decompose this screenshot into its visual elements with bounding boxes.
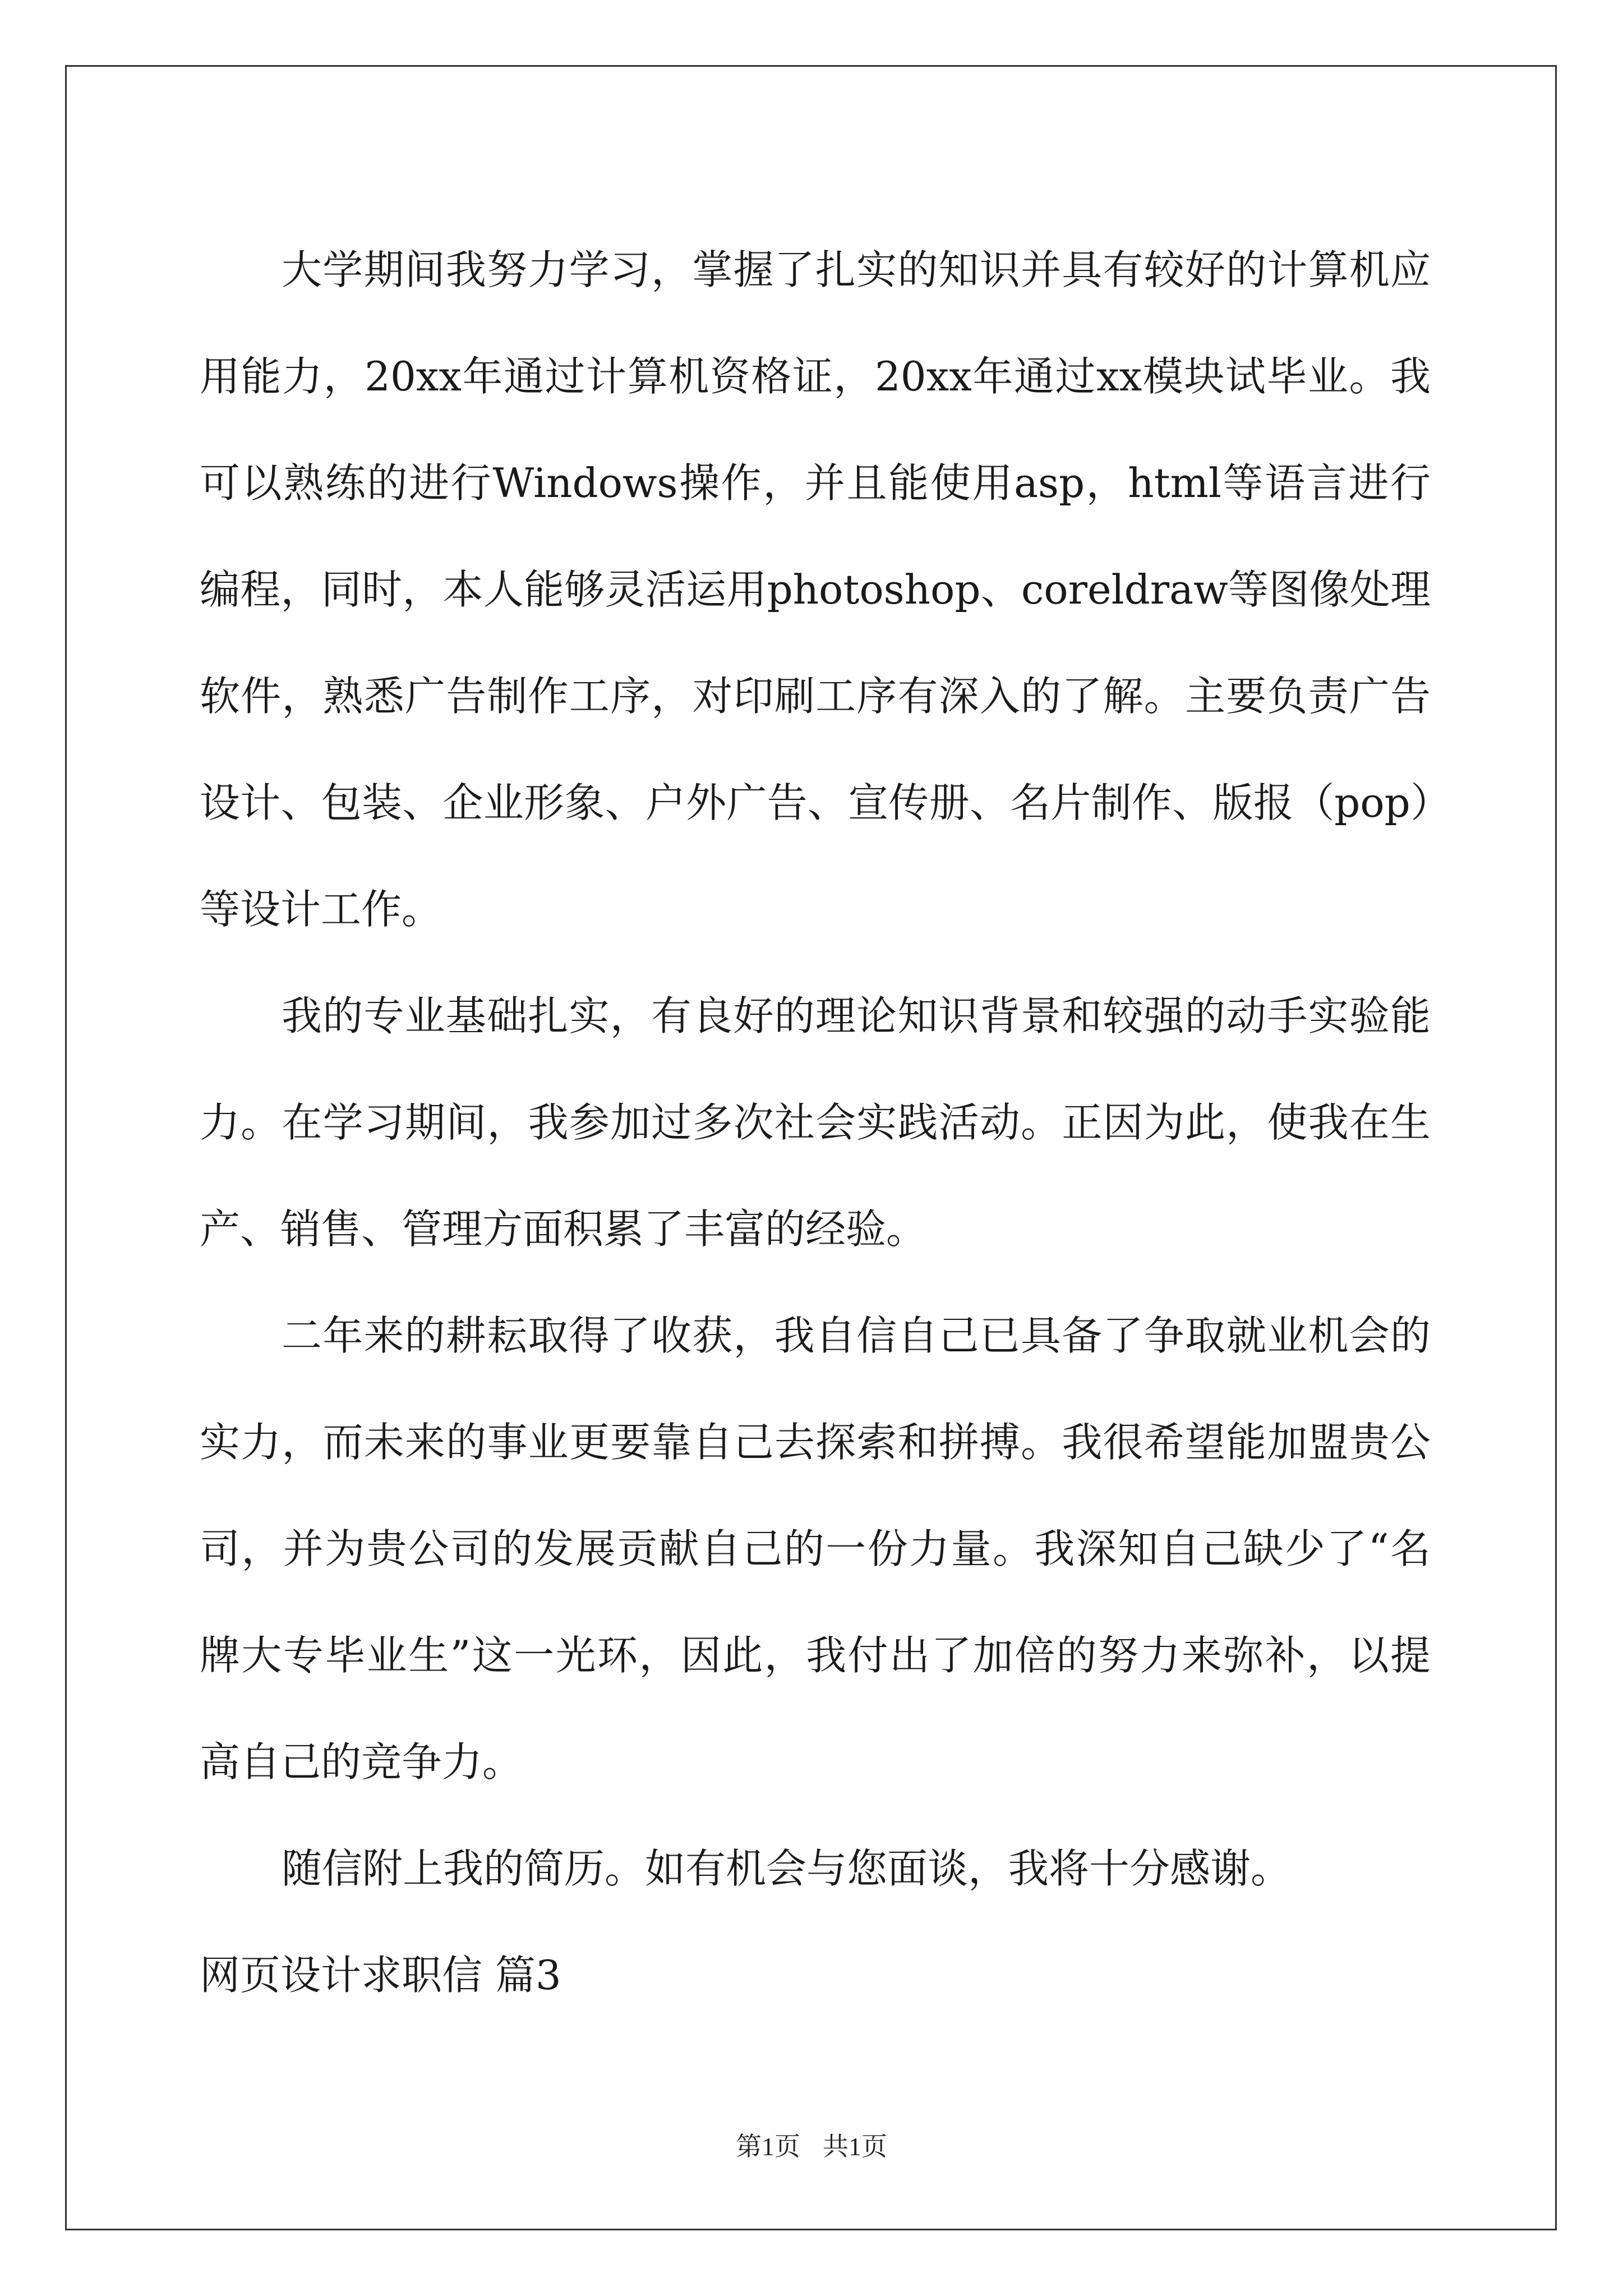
paragraph-4: 随信附上我的简历。如有机会与您面谈，我将十分感谢。 (282, 1845, 1292, 1892)
page-total: 共1页 (823, 2132, 887, 2161)
paragraph-2: 我的专业基础扎实，有良好的理论知识背景和较强的动手实验能力。在学习期间，我参加过多次社会实践活动。正因为此，使我在生产、销售、管理方面积累了丰富的经验。 (200, 992, 1431, 1253)
section-heading: 网页设计求职信 篇3 (200, 1952, 561, 1999)
paragraph-3: 二年来的耕耘取得了收获，我自信自己已具备了争取就业机会的实力，而未来的事业更要靠自己去探索和拼搏。我很希望能加盟贵公司，并为贵公司的发展贡献自己的一份力量。我深知自己缺少了“名牌大专毕业生”这一光环，因此，我付出了加倍的努力来弥补，以提高自己的竞争力。 (200, 1312, 1431, 1786)
page-number: 第1页 (736, 2132, 800, 2161)
paragraph-1: 大学期间我努力学习，掌握了扎实的知识并具有较好的计算机应用能力，20xx年通过计算机资格证，20xx年通过xx模块试毕业。我可以熟练的进行Windows操作，并且能使用asp，html等语言进行编程，同时，本人能够灵活运用photoshop、coreldraw等图像处理软件，熟悉广告制作工序，对印刷工序有深入的了解。主要负责广告设计、包装、企业形象、户外广告、宣传册、名片制作、版报（pop）等设计工作。 (200, 246, 1431, 933)
document-body (200, 217, 1431, 2028)
page-footer (0, 2126, 1623, 2163)
